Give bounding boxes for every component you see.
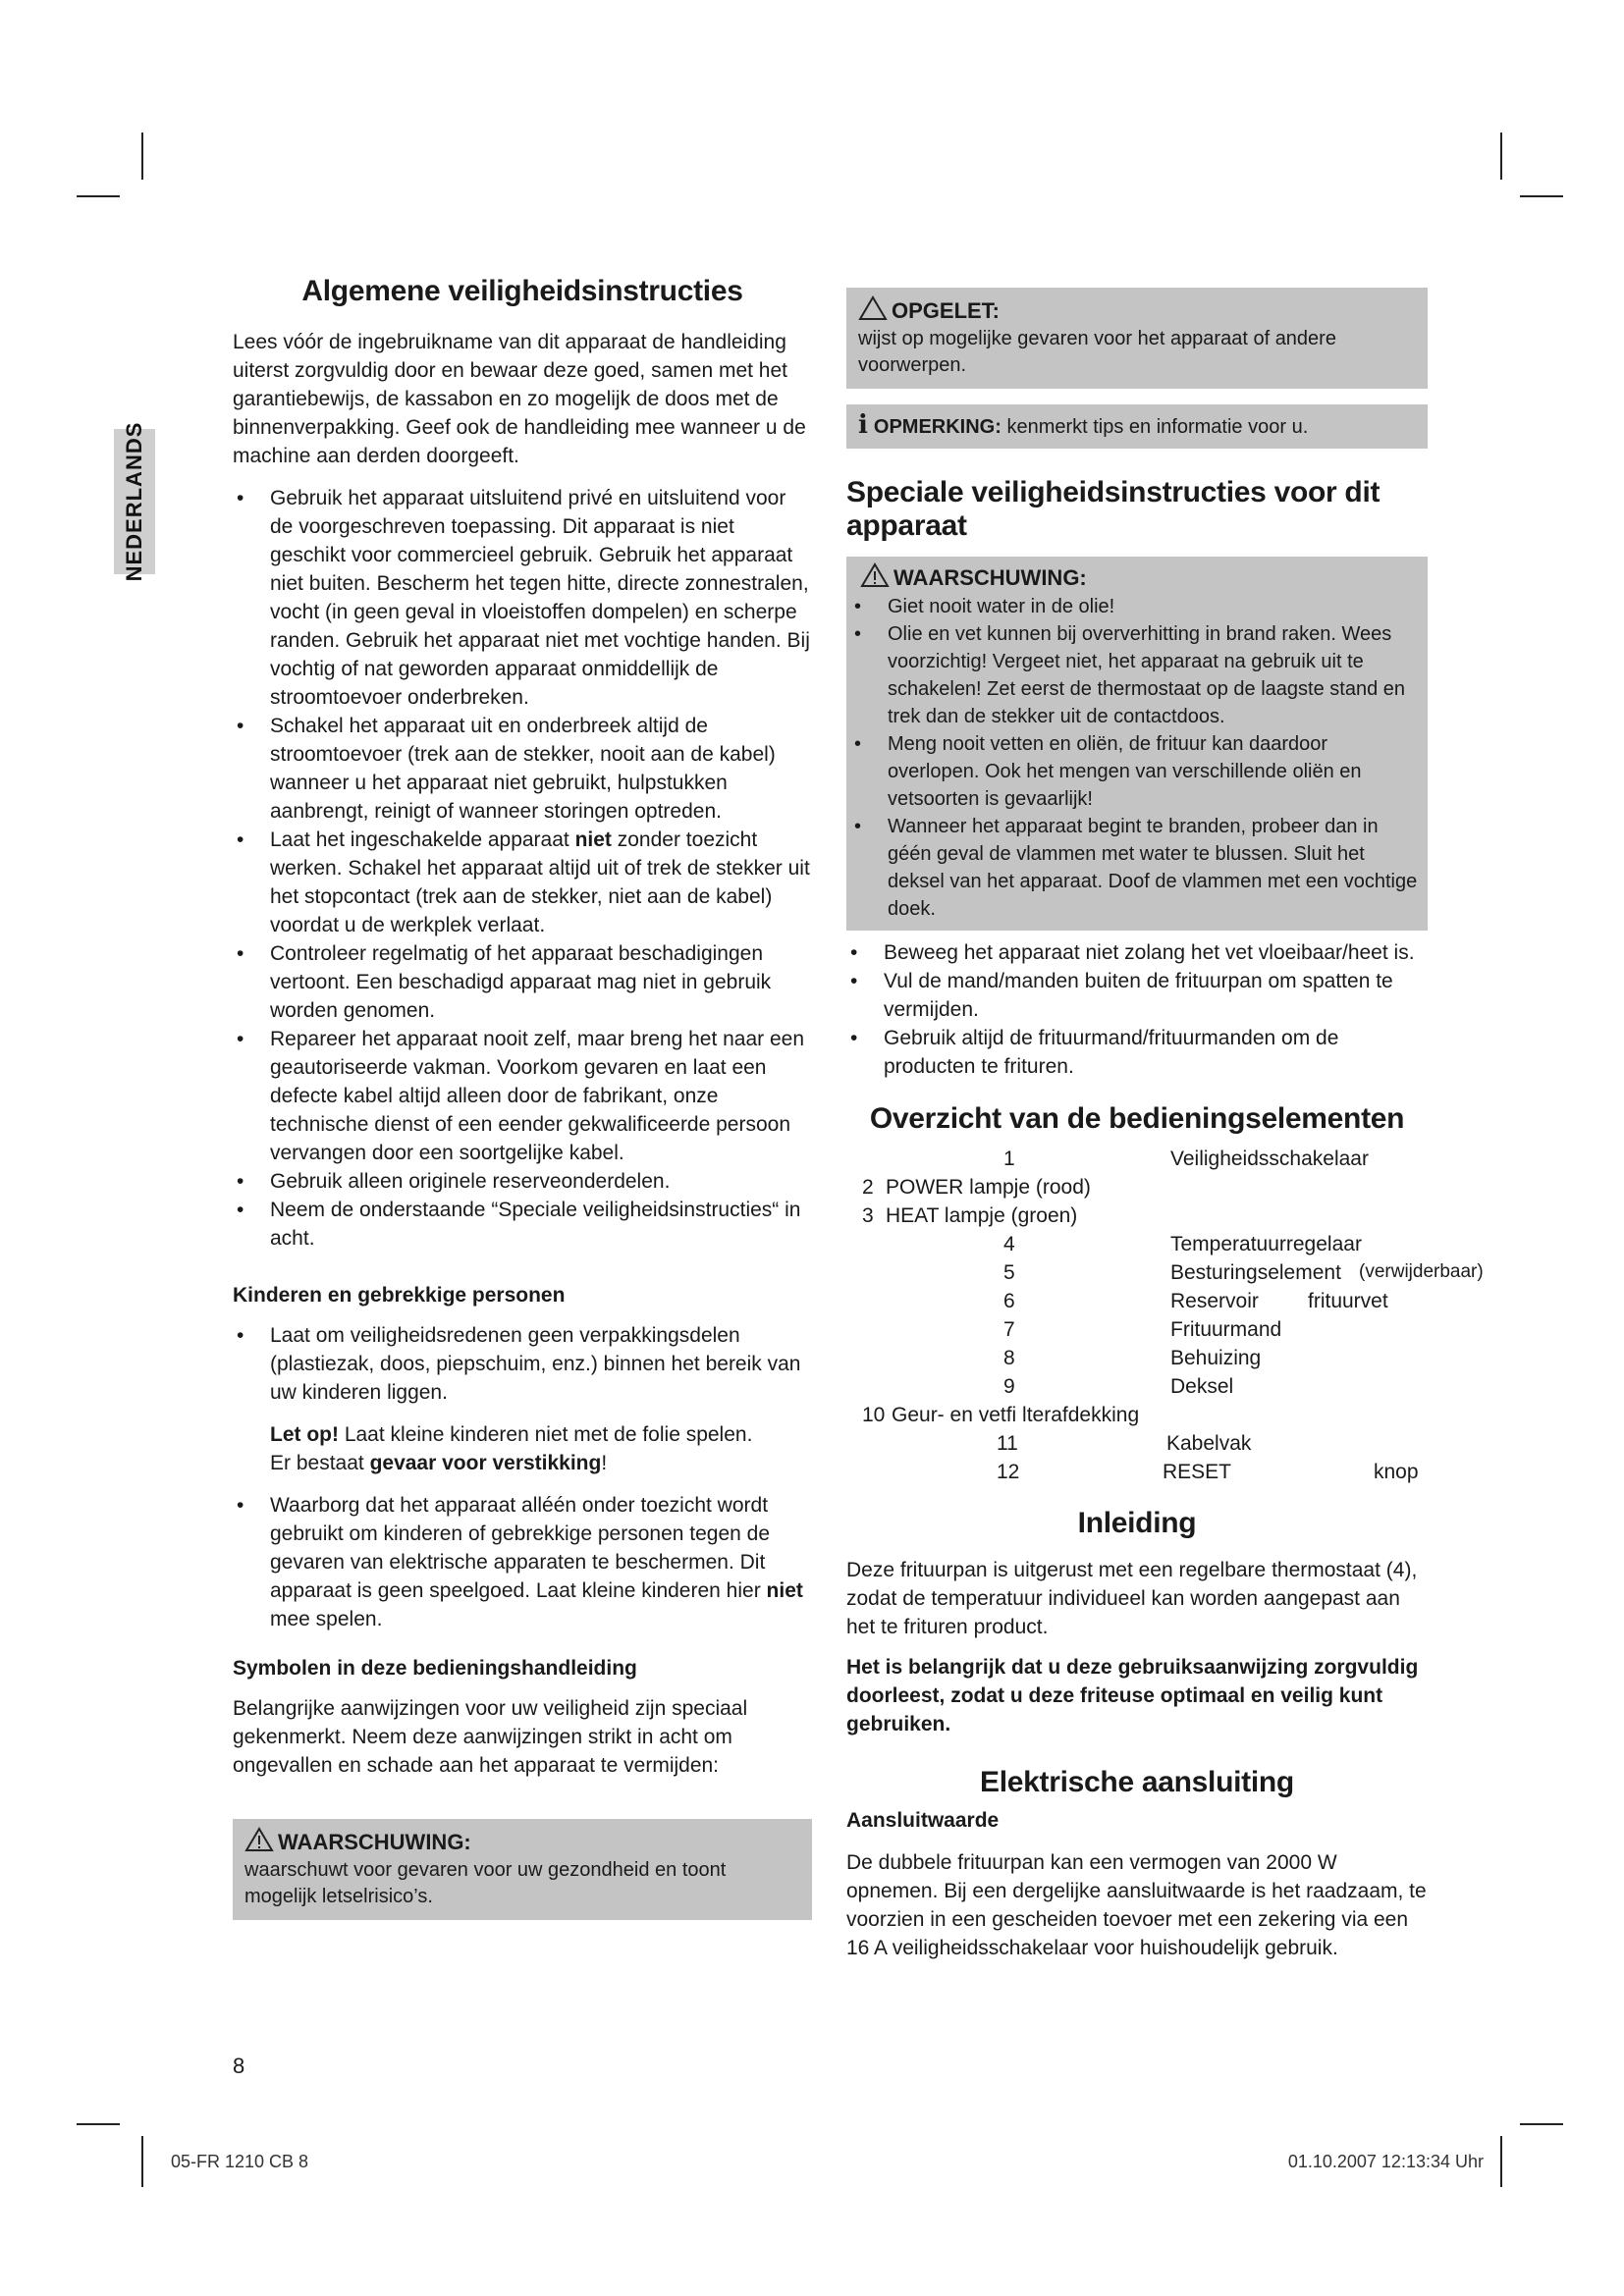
- special-list: [846, 938, 1428, 1081]
- crop-mark: [1520, 195, 1563, 197]
- list-item: 4 Temperatuurregelaar: [1003, 1233, 1362, 1255]
- list-item: • Gebruik alleen originele reserveonderdelen.: [233, 1167, 812, 1196]
- children-list-2: [233, 1491, 812, 1633]
- list-item: • Gebruik het apparaat uitsluitend privé en uitsluitend voor de voorgeschreven toepassing. Dit apparaat is niet geschikt voor commercieel gebruik. Gebruik het apparaat niet buiten. Bescherm het tegen hitte, directe zonnestralen, vocht (in geen geval in vloeistoffen dompelen) en scherpe randen. Gebruik het apparaat niet met vochtige handen. Bij vochtig of nat geworden apparaat onmiddellijk de stroomtoevoer onderbreken.: [233, 484, 812, 712]
- children-list: [233, 1321, 812, 1407]
- list-item: • Repareer het apparaat nooit zelf, maar breng het naar een geautoriseerde vakman. Voorkom gevaren en laat een defecte kabel altijd alleen door de fabrikant, onze technische dienst of een eender gekwalificeerde persoon vervangen door een soortgelijke kabel.: [233, 1025, 812, 1167]
- list-item: • Vul de mand/manden buiten de frituurpan om spatten te vermijden.: [846, 967, 1428, 1024]
- warning-triangle-icon: [860, 562, 890, 588]
- list-item: • Laat het ingeschakelde apparaat niet zonder toezicht werken. Schakel het apparaat altijd uit of trek de stekker uit het stopcontact (trek aan de stekker, niet aan de kabel) voordat u de werkplek verlaat.: [233, 826, 812, 939]
- electrical-title: Elektrische aansluiting: [980, 1766, 1294, 1798]
- list-item: • Wanneer het apparaat begint te branden, probeer dan in géén geval de vlammen met water te blussen. Sluit het deksel van het apparaat. Doof de vlammen met een vochtige doek.: [850, 813, 1418, 923]
- intro-title: Inleiding: [1077, 1507, 1197, 1539]
- list-item: • Meng nooit vetten en oliën, de frituur kan daardoor overlopen. Ook het mengen van verschillende oliën en vetsoorten is gevaarlijk!: [850, 730, 1418, 813]
- list-item: 6 Reservoir frituurvet: [1003, 1290, 1388, 1312]
- special-warning-list: [850, 593, 1418, 923]
- special-warning-box: [846, 557, 1428, 931]
- note-label: OPMERKING:: [873, 416, 1001, 438]
- list-item: • Laat om veiligheidsredenen geen verpakkingsdelen (plastiezak, doos, piepschuim, enz.) binnen het bereik van uw kinderen liggen.: [233, 1321, 812, 1407]
- intro-text: Deze frituurpan is uitgerust met een regelbare thermostaat (4), zodat de temperatuur individueel kan worden aangepast aan het te frituren product.: [846, 1559, 1418, 1638]
- right-column: [846, 288, 1484, 1962]
- note-text: kenmerkt tips en informatie voor u.: [1001, 416, 1309, 438]
- controls-list: [846, 1148, 1484, 1489]
- crop-mark: [141, 2136, 143, 2187]
- list-item: • Beweeg het apparaat niet zolang het vet vloeibaar/heet is.: [846, 938, 1428, 967]
- crop-mark: [77, 2123, 120, 2125]
- note-box: [846, 404, 1428, 449]
- list-item: • Giet nooit water in de olie!: [850, 593, 1418, 620]
- crop-mark: [1520, 2123, 1563, 2125]
- intro-bold-text: Het is belangrijk dat u deze gebruiksaanwijzing zorgvuldig doorleest, zodat u deze friteuse optimaal en veilig kunt gebruiken.: [846, 1656, 1419, 1735]
- special-safety-title: Speciale veiligheidsinstructies voor dit apparaat: [846, 476, 1380, 542]
- list-item: • Schakel het apparaat uit en onderbreek altijd de stroomtoevoer (trek aan de stekker, nooit aan de kabel) wanneer u het apparaat niet gebruikt, hulpstukken aanbrengt, reinigt of wanneer storingen optreden.: [233, 712, 812, 826]
- list-item: 3 HEAT lampje (groen): [862, 1204, 1078, 1227]
- list-item: 9 Deksel: [1003, 1375, 1234, 1398]
- footer-right: 01.10.2007 12:13:34 Uhr: [1287, 2152, 1484, 2171]
- list-item: • Neem de onderstaande “Speciale veiligheidsinstructies“ in acht.: [233, 1196, 812, 1253]
- children-heading: Kinderen en gebrekkige personen: [233, 1284, 566, 1307]
- symbols-paragraph: Belangrijke aanwijzingen voor uw veiligheid zijn speciaal gekenmerkt. Neem deze aanwijzingen strikt in acht om ongevallen en schade aan het apparaat te vermijden:: [233, 1697, 748, 1777]
- language-tab: [114, 421, 155, 582]
- list-item: 5 Besturingselement (verwijderbaar): [1003, 1261, 1484, 1284]
- letop-note: Let op! Laat kleine kinderen niet met de folie spelen. Er bestaat gevaar voor verstikking!: [270, 1423, 753, 1474]
- safety-list: [233, 484, 812, 1253]
- list-item: 2 POWER lampje (rood): [862, 1176, 1091, 1199]
- list-item: • Olie en vet kunnen bij oververhitting in brand raken. Wees voorzichtig! Vergeet niet, het apparaat na gebruik uit te schakelen! Zet eerst de thermostaat op de laagste stand en trek dan de stekker uit de contactdoos.: [850, 620, 1418, 730]
- intro-paragraph: Lees vóór de ingebruikname van dit apparaat de handleiding uiterst zorgvuldig door en bewaar deze goed, samen met het garantiebewijs, de kassabon en zo mogelijk de doos met de binnenverpakking. Geef ook de handleiding mee wanneer u de machine aan derden doorgeeft.: [233, 331, 806, 467]
- caution-label: OPGELET:: [892, 298, 1001, 323]
- symbols-heading: Symbolen in deze bedieningshandleiding: [233, 1657, 637, 1680]
- language-tab-label: NEDERLANDS: [122, 421, 146, 582]
- list-item: 12 RESET knop: [997, 1461, 1419, 1483]
- list-item: 7 Frituurmand: [1003, 1318, 1282, 1341]
- list-item: 8 Behuizing: [1003, 1347, 1262, 1369]
- list-item: • Waarborg dat het apparaat alléén onder toezicht wordt gebruikt om kinderen of gebrekkige personen tegen de gevaren van elektrische apparaten te beschermen. Dit apparaat is geen speelgoed. Laat kleine kinderen hier niet mee spelen.: [233, 1491, 812, 1633]
- caution-text: wijst op mogelijke gevaren voor het apparaat of andere voorwerpen.: [858, 328, 1336, 376]
- left-column: [233, 275, 812, 1920]
- list-item: 10 Geur- en vetfi lterafdekking: [862, 1404, 1140, 1426]
- crop-mark: [1500, 2136, 1502, 2187]
- caution-triangle-icon: [858, 295, 888, 321]
- footer-left: 05-FR 1210 CB 8: [171, 2152, 309, 2171]
- overview-title: Overzicht van de bedieningselementen: [869, 1102, 1405, 1135]
- warning-text: waarschuwt voor gevaren voor uw gezondheid en toont mogelijk letselrisico’s.: [244, 1859, 727, 1907]
- warning-label: WAARSCHUWING:: [278, 1830, 471, 1854]
- crop-mark: [1500, 133, 1502, 180]
- general-safety-title: Algemene veiligheidsinstructies: [301, 275, 743, 307]
- list-item: 1 Veiligheidsschakelaar: [1003, 1148, 1369, 1170]
- crop-mark: [77, 195, 120, 197]
- list-item: • Controleer regelmatig of het apparaat beschadigingen vertoont. Een beschadigd apparaat mag niet in gebruik worden genomen.: [233, 939, 812, 1025]
- list-item: • Gebruik altijd de frituurmand/frituurmanden om de producten te frituren.: [846, 1024, 1428, 1081]
- special-warning-label: WAARSCHUWING:: [893, 565, 1087, 590]
- page-number: 8: [233, 2054, 245, 2078]
- list-item: 11 Kabelvak: [997, 1432, 1252, 1455]
- info-icon: i: [858, 410, 868, 440]
- caution-box: [846, 288, 1428, 389]
- crop-mark: [141, 133, 143, 180]
- electrical-text: De dubbele frituurpan kan een vermogen van 2000 W opnemen. Bij een dergelijke aansluitwaarde is het raadzaam, te voorzien in een gescheiden toevoer met een zekering via een 16 A veiligheidsschakelaar voor huishoudelijk gebruik.: [846, 1851, 1427, 1959]
- electrical-subheading: Aansluitwaarde: [846, 1809, 1000, 1832]
- warning-triangle-icon: [244, 1827, 274, 1852]
- warning-box: [233, 1819, 812, 1920]
